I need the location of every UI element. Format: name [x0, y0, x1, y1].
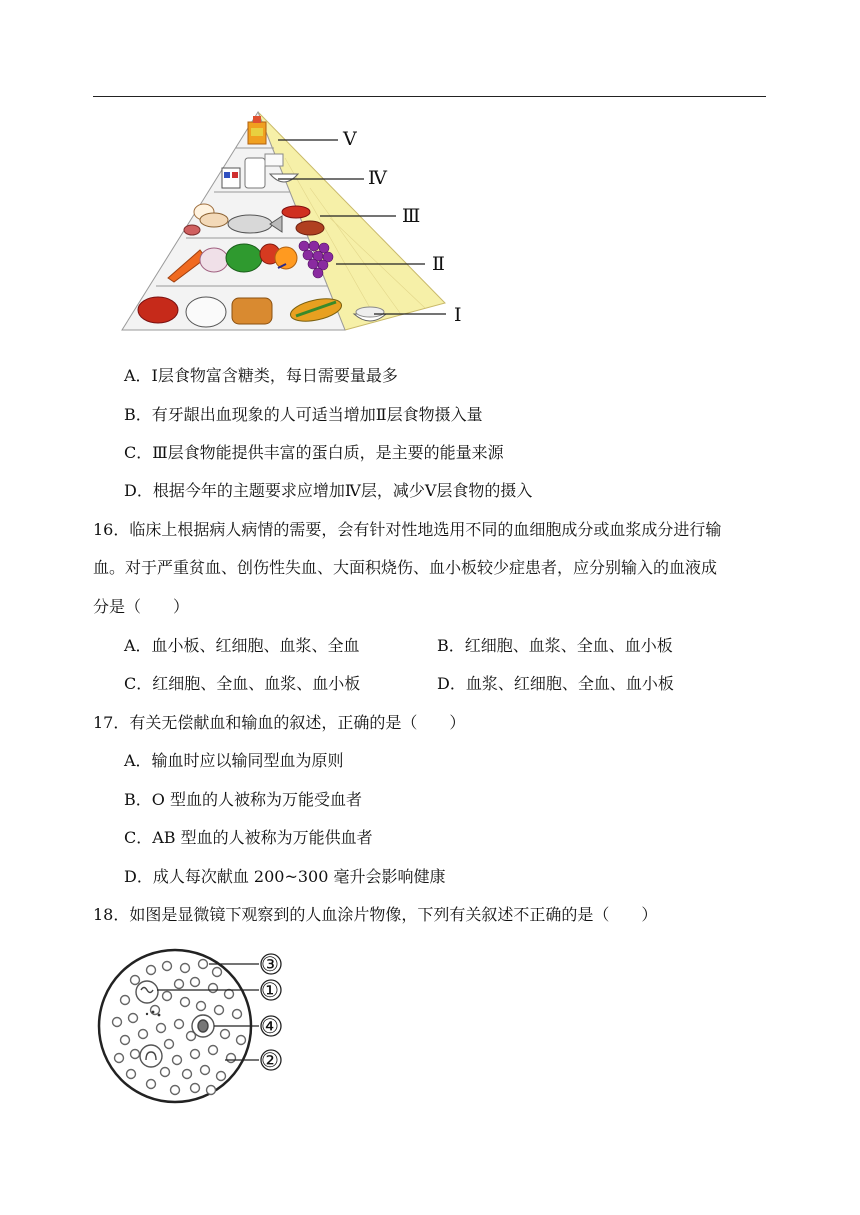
- q17-stem: 17．有关无偿献血和输血的叙述，正确的是（ ）: [93, 713, 466, 732]
- smear-label-4: ④: [261, 1014, 279, 1038]
- q16-option-a: A．血小板、红细胞、血浆、全血: [124, 636, 360, 655]
- q15-option-b: B．有牙龈出血现象的人可适当增加Ⅱ层食物摄入量: [124, 405, 483, 424]
- white-blood-cell-1: [136, 981, 158, 1003]
- header-rule: [93, 96, 766, 97]
- q16-stem-line-2: 血。对于严重贫血、创伤性失血、大面积烧伤、血小板较少症患者，应分别输入的血液成: [93, 558, 718, 577]
- white-blood-cell-3: [140, 1045, 162, 1067]
- pyramid-label-2: Ⅱ: [432, 253, 445, 275]
- q16-stem-line-1: 16．临床上根据病人病情的需要，会有针对性地选用不同的血细胞成分或血浆成分进行输: [93, 520, 722, 539]
- pyramid-label-1: Ⅰ: [454, 304, 462, 326]
- q17-option-a: A．输血时应以输同型血为原则: [124, 751, 344, 770]
- smear-label-1: ①: [261, 978, 279, 1002]
- q16-option-d: D．血浆、红细胞、全血、血小板: [437, 674, 674, 693]
- q15-option-d: D．根据今年的主题要求应增加Ⅳ层，减少Ⅴ层食物的摄入: [124, 481, 533, 500]
- white-blood-cell-2: [192, 1015, 214, 1037]
- q16-stem-line-3: 分是（ ）: [93, 597, 190, 616]
- food-pyramid-figure: [110, 108, 480, 348]
- q18-stem: 18．如图是显微镜下观察到的人血涂片物像，下列有关叙述不正确的是（ ）: [93, 905, 658, 924]
- q17-option-b: B．O 型血的人被称为万能受血者: [124, 790, 362, 809]
- pyramid-label-4: Ⅳ: [368, 167, 387, 189]
- q16-option-b: B．红细胞、血浆、全血、血小板: [437, 636, 673, 655]
- q15-option-a: A．Ⅰ层食物富含糖类，每日需要量最多: [124, 366, 398, 385]
- pyramid-label-5: Ⅴ: [343, 128, 357, 150]
- q17-option-c: C．AB 型血的人被称为万能供血者: [124, 828, 373, 847]
- pyramid-label-3: Ⅲ: [402, 205, 421, 227]
- smear-label-2: ②: [261, 1048, 279, 1072]
- q15-option-c: C．Ⅲ层食物能提供丰富的蛋白质，是主要的能量来源: [124, 443, 504, 462]
- q16-option-c: C．红细胞、全血、血浆、血小板: [124, 674, 361, 693]
- smear-label-3: ③: [261, 952, 279, 976]
- q17-option-d: D．成人每次献血 200~300 毫升会影响健康: [124, 867, 446, 886]
